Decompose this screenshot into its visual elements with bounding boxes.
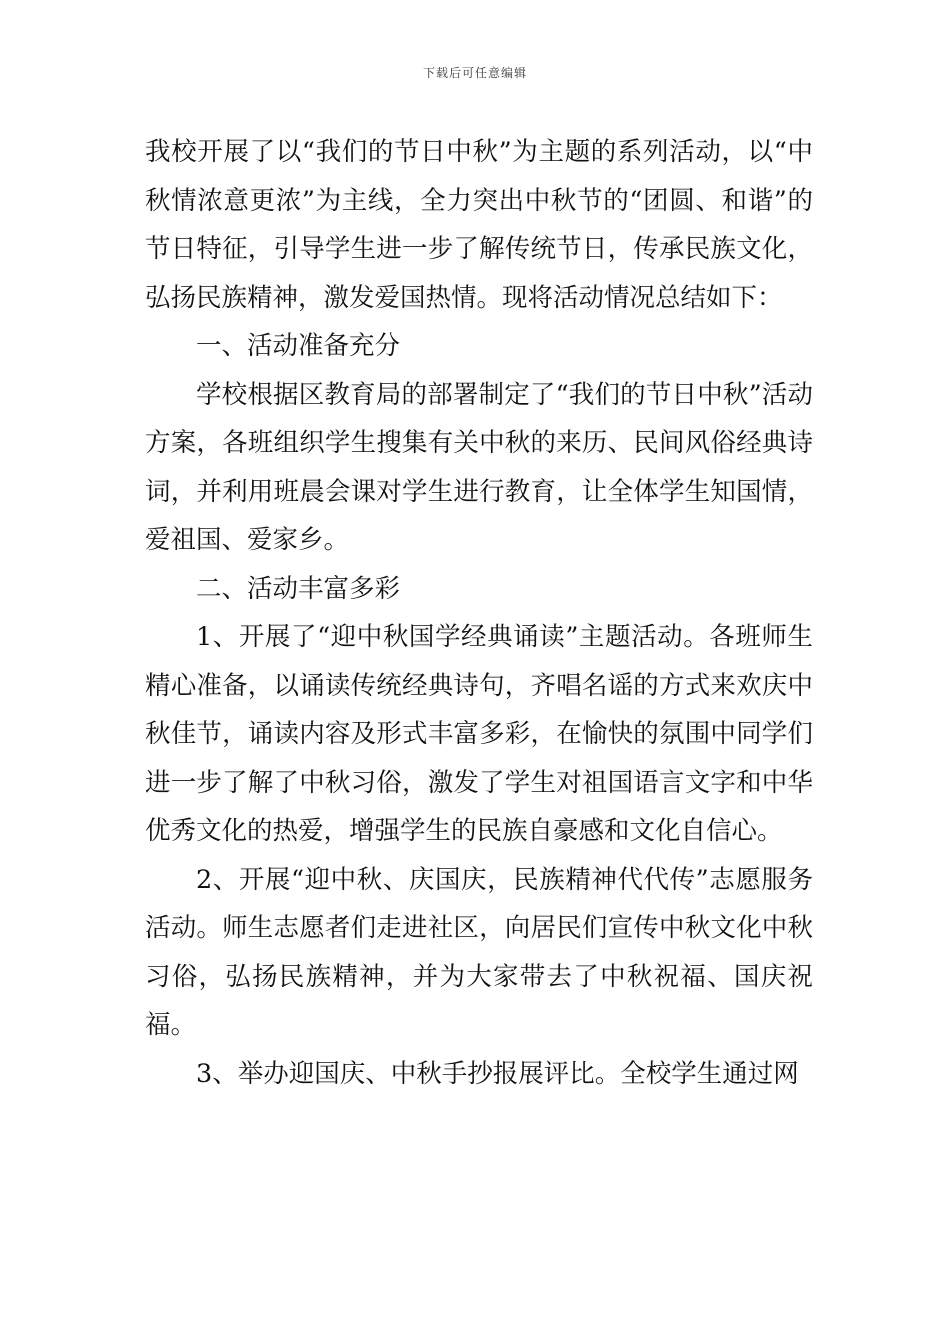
- paragraph-intro: 我校开展了以“我们的节日中秋”为主题的系列活动，以“中秋情浓意更浓”为主线，全力突出中秋节的“团圆、和谐”的节日特征，引导学生进一步了解传统节日，传承民族文化，弘扬民族精神，激发爱国热情。现将活动情况总结如下：: [145, 137, 813, 313]
- page-header-note: 下载后可任意编辑: [422, 66, 527, 80]
- paragraph-activity-3: 3、举办迎国庆、中秋手抄报展评比。全校学生通过网: [196, 1058, 799, 1089]
- paragraph-activity-2: 2、开展“迎中秋、庆国庆，民族精神代代传”志愿服务活动。师生志愿者们走进社区，向居民们宣传中秋文化中秋习俗，弘扬民族精神，并为大家带去了中秋祝福、国庆祝福。: [145, 864, 813, 1040]
- paragraph-section-1: 学校根据区教育局的部署制定了“我们的节日中秋”活动方案，各班组织学生搜集有关中秋的来历、民间风俗经典诗词，并利用班晨会课对学生进行教育，让全体学生知国情，爱祖国、爱家乡。: [145, 379, 813, 555]
- paragraph-activity-1: 1、开展了“迎中秋国学经典诵读”主题活动。各班师生精心准备，以诵读传统经典诗句，齐唱名谣的方式来欢庆中秋佳节，诵读内容及形式丰富多彩，在愉快的氛围中同学们进一步了解了中秋习俗，激发了学生对祖国语言文字和中华优秀文化的热爱，增强学生的民族自豪感和文化自信心。: [145, 622, 813, 846]
- document-body: [145, 128, 813, 1098]
- section-heading-2: 二、活动丰富多彩: [196, 573, 401, 604]
- section-heading-1: 一、活动准备充分: [196, 331, 401, 361]
